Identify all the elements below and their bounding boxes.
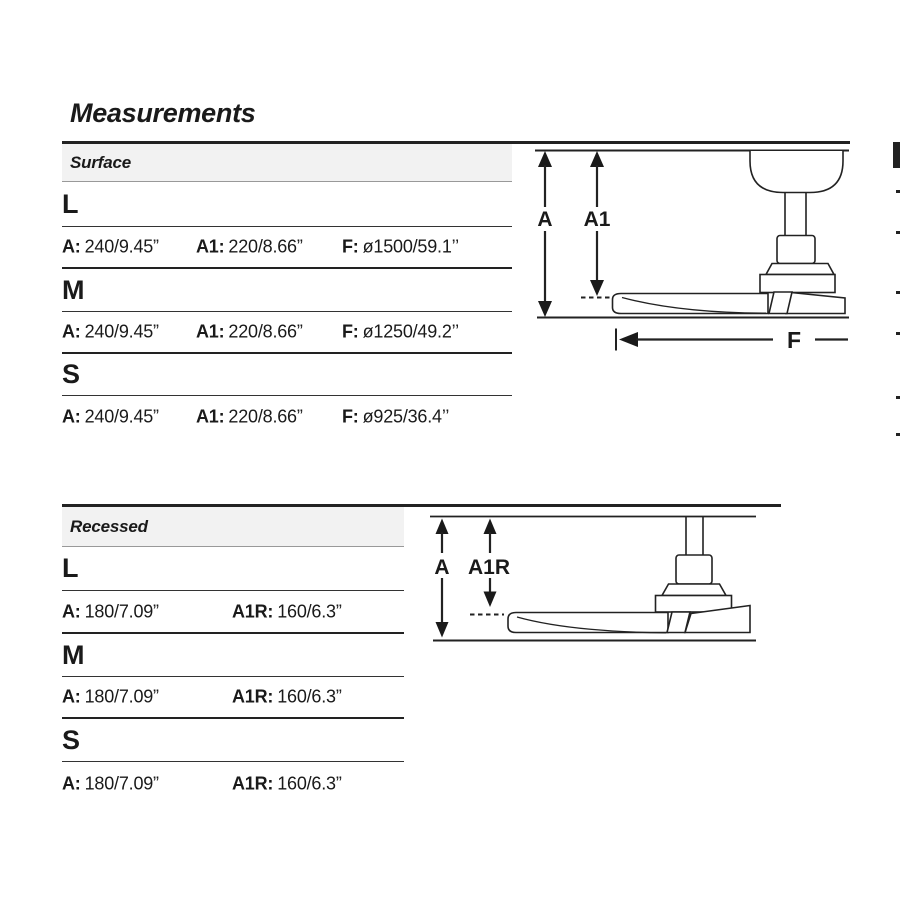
- surface-values-row-l: [62, 227, 512, 269]
- motor-collar: [766, 264, 834, 275]
- dimension-arrow-a1: [584, 151, 611, 296]
- size-label: M: [62, 274, 85, 305]
- spec-a: A: 180/7.09”: [62, 686, 159, 707]
- recessed-mount-diagram: [425, 500, 785, 655]
- ceiling-fan-drawing: [508, 517, 750, 633]
- size-label: L: [62, 188, 79, 219]
- dimension-label-a: A: [537, 208, 553, 231]
- size-label: M: [62, 639, 85, 670]
- motor-upper-housing: [777, 236, 815, 264]
- clipped-edge-artifact: [896, 190, 900, 193]
- surface-size-row-s: [62, 354, 512, 396]
- motor-upper-housing: [676, 555, 712, 584]
- recessed-size-row-s: [62, 719, 404, 762]
- spec-a: A: 240/9.45”: [62, 406, 159, 427]
- recessed-size-row-l: [62, 547, 404, 591]
- canopy: [750, 151, 843, 193]
- dimension-label-a1r: A1R: [467, 556, 511, 579]
- spec-a: A: 180/7.09”: [62, 601, 159, 621]
- dimension-label-f: F: [786, 327, 802, 353]
- page-title: Measurements: [70, 98, 256, 128]
- recessed-values-row-m: [62, 677, 404, 719]
- spec-a1: A1: 220/8.66”: [196, 236, 303, 257]
- spec-a1: A1: 220/8.66”: [196, 406, 303, 427]
- recessed-table-header: Recessed: [62, 507, 404, 547]
- surface-size-row-m: [62, 269, 512, 312]
- clipped-edge-artifact: [896, 396, 900, 399]
- clipped-edge-artifact: [896, 332, 900, 335]
- recessed-table: [62, 507, 404, 805]
- dimension-arrow-a: [537, 151, 552, 317]
- dimension-label-a1: A1: [583, 208, 611, 231]
- spec-a: A: 180/7.09”: [62, 773, 159, 793]
- spec-a1r: A1R: 160/6.3”: [232, 601, 342, 621]
- spec-a1r: A1R: 160/6.3”: [232, 773, 342, 793]
- clipped-edge-artifact: [896, 231, 900, 234]
- spec-a1r: A1R: 160/6.3”: [232, 686, 342, 707]
- spec-f: F: ø1250/49.2’’: [342, 321, 459, 342]
- surface-values-row-m: [62, 312, 512, 354]
- blade-holder: [667, 612, 690, 633]
- blade-holder: [769, 292, 792, 314]
- surface-mount-diagram: [530, 145, 900, 355]
- spec-a: A: 240/9.45”: [62, 321, 159, 342]
- ceiling-fan-drawing: [613, 151, 846, 314]
- surface-table: [62, 144, 512, 438]
- motor-body: [760, 275, 835, 293]
- clipped-edge-artifact: [896, 291, 900, 294]
- surface-size-row-l: [62, 182, 512, 227]
- fan-blade-right: [786, 293, 845, 314]
- surface-table-header: Surface: [62, 144, 512, 182]
- clipped-edge-artifact: [896, 433, 900, 436]
- size-label: L: [62, 553, 79, 583]
- dimension-arrow-a: [434, 519, 449, 638]
- recessed-values-row-s: [62, 762, 404, 805]
- clipped-edge-artifact: [893, 142, 900, 168]
- size-label: S: [62, 724, 80, 755]
- dimension-arrow-a1r: [468, 519, 510, 608]
- spec-f: F: ø1500/59.1’’: [342, 236, 459, 257]
- recessed-size-row-m: [62, 634, 404, 677]
- motor-collar: [662, 584, 726, 596]
- dimension-arrow-f: [616, 327, 848, 353]
- size-label: S: [62, 359, 80, 389]
- spec-a1: A1: 220/8.66”: [196, 321, 303, 342]
- spec-f: F: ø925/36.4’’: [342, 406, 450, 427]
- surface-values-row-s: [62, 396, 512, 438]
- dimension-label-a: A: [434, 556, 450, 579]
- fan-blade-left: [613, 294, 769, 314]
- spec-a: A: 240/9.45”: [62, 236, 159, 257]
- recessed-values-row-l: [62, 591, 404, 634]
